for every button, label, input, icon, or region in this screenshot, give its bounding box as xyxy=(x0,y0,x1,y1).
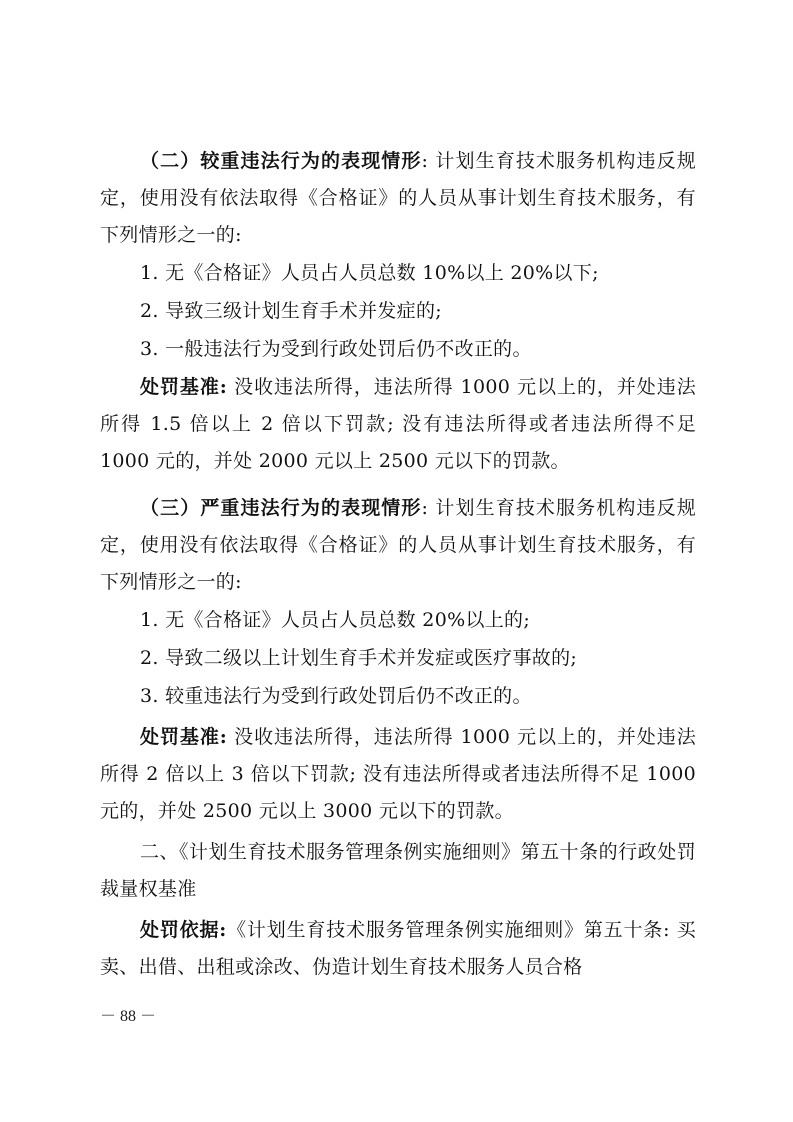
section3-text: : 计划生育技术服务机构违反规定，使用没有依法取得《合格证》的人员从事计划生育技术服务，有下列情形之一的: xyxy=(100,497,696,594)
section3-item-2: 2. 导致二级以上计划生育手术并发症或医疗事故的; xyxy=(140,647,578,669)
section3-penalty-label: 处罚基准: xyxy=(140,726,228,748)
part2-basis-paragraph xyxy=(100,912,696,986)
section2-penalty-label: 处罚基准: xyxy=(140,376,228,398)
section3-penalty-text: 没收违法所得，违法所得 1000 元以上的，并处违法所得 2 倍以上 3 倍以下罚款; 没有违法所得或者违法所得不足 1000 元的，并处 2500 元以上 3000 元以下的罚款。 xyxy=(100,726,697,823)
section2-text: : 计划生育技术服务机构违反规定，使用没有依法取得《合格证》的人员从事计划生育技术服务，有下列情形之一的: xyxy=(100,150,696,247)
page-number: － 88 － xyxy=(100,1008,157,1025)
section3-intro-paragraph xyxy=(100,490,696,602)
part2-title: 二、《计划生育技术服务管理条例实施细则》第五十条的行政处罚裁量权基准 xyxy=(100,841,696,901)
section3-heading: （三）严重违法行为的表现情形 xyxy=(140,497,422,519)
section3-item-1: 1. 无《合格证》人员占人员总数 20%以上的; xyxy=(140,609,531,631)
section2-item-1: 1. 无《合格证》人员占人员总数 10%以上 20%以下; xyxy=(140,262,599,284)
section2-item-3: 3. 一般违法行为受到行政处罚后仍不改正的。 xyxy=(140,338,532,360)
section2-intro-paragraph xyxy=(100,143,696,255)
section2-heading: （二）较重违法行为的表现情形 xyxy=(140,150,422,172)
section2-penalty-paragraph xyxy=(100,369,696,481)
section2-item-2: 2. 导致三级计划生育手术并发症的; xyxy=(140,300,442,322)
part2-basis-text: 《计划生育技术服务管理条例实施细则》第五十条: 买卖、出借、出租或涂改、伪造计划生育技术服务人员合格 xyxy=(100,919,696,979)
part2-basis-label: 处罚依据: xyxy=(140,919,227,941)
section2-penalty-text: 没收违法所得，违法所得 1000 元以上的，并处违法所得 1.5 倍以上 2 倍以下罚款; 没有违法所得或者违法所得不足 1000 元的，并处 2000 元以上 2500 元以下的罚款。 xyxy=(100,376,697,473)
section3-item-3: 3. 较重违法行为受到行政处罚后仍不改正的。 xyxy=(140,685,532,707)
section3-penalty-paragraph xyxy=(100,719,696,831)
